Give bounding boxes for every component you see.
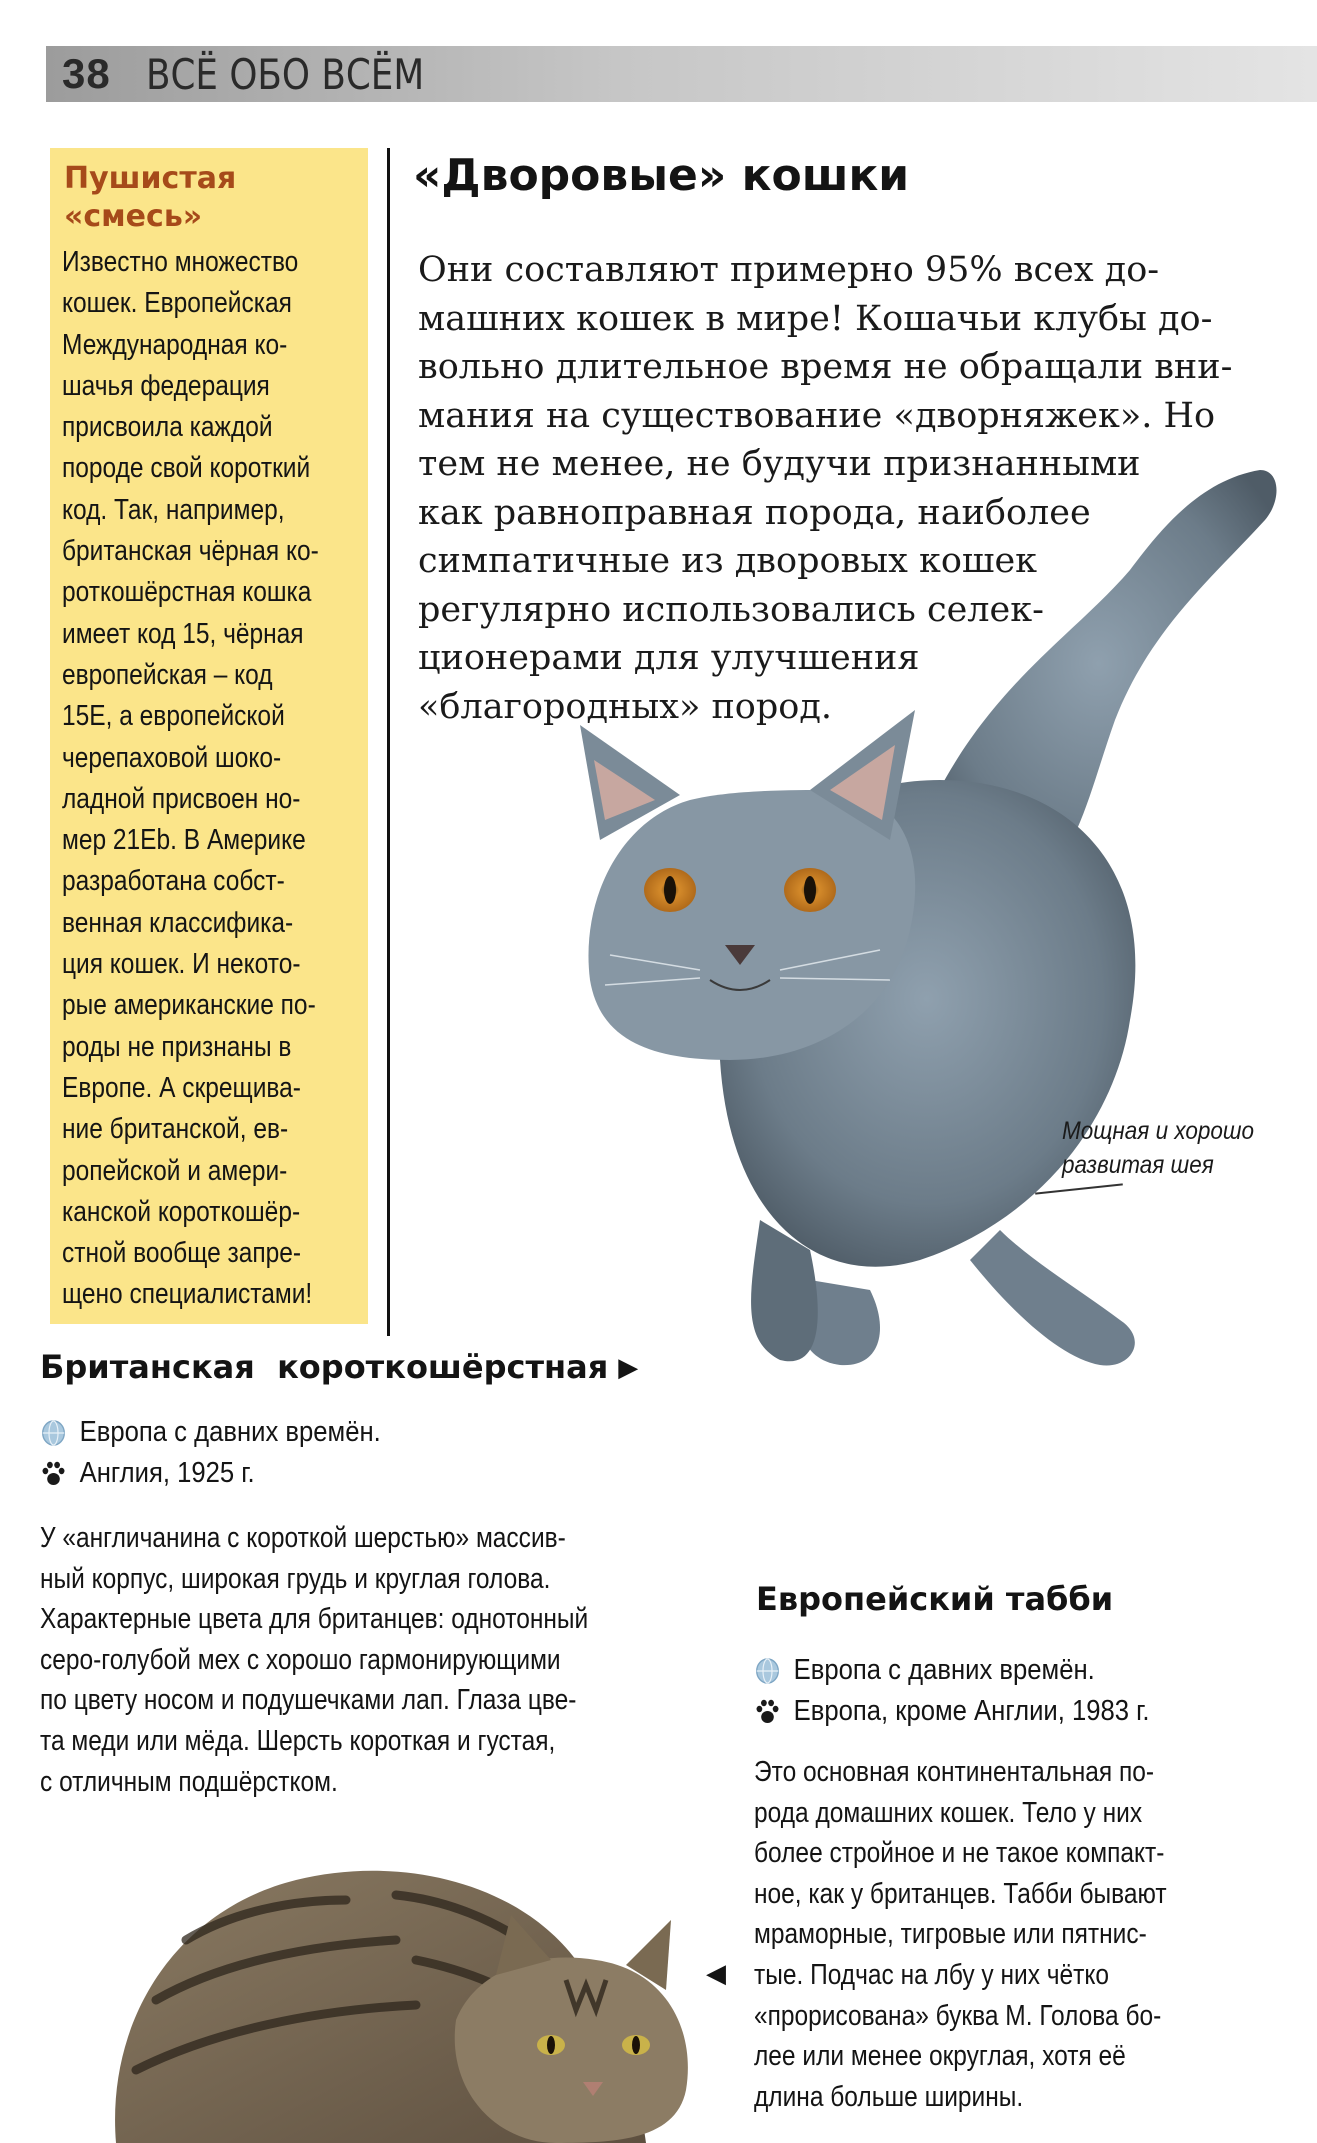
text-line: 15E, а европейской <box>62 700 285 733</box>
text-line: британская чёрная ко- <box>62 535 319 568</box>
text-line: симпатичные из дворовых кошек <box>418 541 1038 581</box>
text-line: У «англичанина с короткой шерстью» массив- <box>40 1522 566 1554</box>
text-line: Европе. А скрещива- <box>62 1071 301 1104</box>
text-line: роды не признаны в <box>62 1030 292 1063</box>
text-line: мер 21Eb. В Америке <box>62 824 306 857</box>
text-line: стной вообще запре- <box>62 1237 302 1270</box>
text-line: Характерные цвета для британцев: однотонный <box>40 1603 589 1636</box>
text-line: ный корпус, широкая грудь и круглая голова. <box>40 1562 551 1595</box>
paw-icon <box>754 1697 781 1727</box>
main-heading: «Дворовые» кошки <box>413 150 910 201</box>
neck-callout <box>1062 1114 1254 1182</box>
sidebar-title-line: «смесь» <box>64 199 203 234</box>
text-line: вольно длительное время не обращали вни- <box>418 347 1233 387</box>
text-line: мраморные, тигровые или пятнис- <box>754 1918 1147 1951</box>
european-tabby-illustration <box>96 1820 696 2143</box>
page-number: 38 <box>62 50 111 97</box>
british-origin: Европа с давних времён. <box>79 1416 381 1448</box>
text-line: как равноправная порода, наиболее <box>418 492 1091 533</box>
text-line: ное, как у британцев. Табби бывают <box>754 1877 1167 1910</box>
globe-icon <box>754 1656 781 1686</box>
text-line: лее или менее округлая, хотя её <box>754 2040 1126 2073</box>
column-divider <box>387 148 390 1336</box>
british-title-text: Британская короткошёрстная <box>40 1348 609 1386</box>
european-recognition: Европа, кроме Англии, 1983 г. <box>793 1695 1150 1727</box>
triangle-right-icon: ▶ <box>618 1353 639 1383</box>
european-recognition-row <box>754 1691 1150 1732</box>
text-line: Международная ко- <box>62 328 288 361</box>
text-line: ция кошек. И некото- <box>62 948 301 981</box>
british-origin-row <box>40 1412 381 1453</box>
text-line: длина больше ширины. <box>754 2080 1024 2113</box>
british-recognition: Англия, 1925 г. <box>79 1457 255 1489</box>
paw-icon <box>40 1459 67 1489</box>
text-line: шачья федерация <box>62 369 270 402</box>
british-shorthair-illustration <box>560 460 1317 1410</box>
text-line: та меди или мёда. Шерсть короткая и густая, <box>40 1724 556 1757</box>
text-line: тые. Подчас на лбу у них чётко <box>754 1958 1110 1991</box>
european-origin-row <box>754 1650 1150 1691</box>
callout-line: Мощная и хорошо <box>1062 1117 1255 1145</box>
sidebar-body <box>62 242 363 1316</box>
text-line: с отличным подшёрстком. <box>40 1765 338 1798</box>
text-line: разработана собст- <box>62 865 285 898</box>
text-line: Известно множество <box>62 246 299 278</box>
european-facts <box>754 1650 1193 1732</box>
british-title <box>40 1348 638 1386</box>
text-line: европейская – код <box>62 658 273 691</box>
text-line: мания на существование «дворняжек». Но <box>418 395 1216 436</box>
text-line: ционерами для улучшения <box>418 638 920 678</box>
european-title: Европейский табби <box>756 1580 1114 1618</box>
text-line: породе свой короткий <box>62 452 311 485</box>
british-recognition-row <box>40 1453 381 1494</box>
text-line: «прорисована» буква М. Голова бо- <box>754 1999 1162 2032</box>
text-line: регулярно использовались селек- <box>418 589 1044 630</box>
text-line: присвоила каждой <box>62 411 273 444</box>
globe-icon <box>40 1418 67 1448</box>
text-line: рые американские по- <box>62 989 316 1022</box>
european-description <box>754 1752 1167 2117</box>
text-line: имеет код 15, чёрная <box>62 617 304 650</box>
text-line: более стройное и не такое компакт- <box>754 1837 1165 1870</box>
text-line: Они составляют примерно 95% всех до- <box>418 250 1160 290</box>
european-origin: Европа с давних времён. <box>793 1654 1095 1686</box>
text-line: код. Так, например, <box>62 493 285 526</box>
text-line: венная классифика- <box>62 906 294 939</box>
british-facts <box>40 1412 419 1494</box>
sidebar-box <box>50 148 368 1324</box>
text-line: серо-голубой мех с хорошо гармонирующими <box>40 1643 561 1676</box>
text-line: черепаховой шоко- <box>62 741 282 774</box>
running-head: ВСЁ ОБО ВСЁМ <box>146 50 425 99</box>
text-line: кошек. Европейская <box>62 287 292 320</box>
text-line: рода домашних кошек. Тело у них <box>754 1796 1143 1829</box>
text-line: «благородных» пород. <box>418 686 833 727</box>
text-line: машних кошек в мире! Кошачьи клубы до- <box>418 298 1213 339</box>
text-line: ние британской, ев- <box>62 1113 289 1146</box>
british-description <box>40 1518 588 1802</box>
text-line: Это основная континентальная по- <box>754 1756 1155 1788</box>
triangle-left-icon: ◀ <box>706 1958 726 1988</box>
text-line: по цвету носом и подушечками лап. Глаза цве- <box>40 1684 577 1717</box>
callout-line: развитая шея <box>1062 1151 1214 1179</box>
text-line: щено специалистами! <box>62 1278 313 1311</box>
text-line: канской короткошёр- <box>62 1195 301 1228</box>
text-line: ладной присвоен но- <box>62 782 301 815</box>
text-line: ропейской и амери- <box>62 1154 288 1187</box>
sidebar-title-line: Пушистая <box>64 161 237 196</box>
text-line: роткошёрстная кошка <box>62 576 312 609</box>
sidebar-title <box>64 160 360 236</box>
text-line: тем не менее, не будучи признанными <box>418 444 1141 484</box>
